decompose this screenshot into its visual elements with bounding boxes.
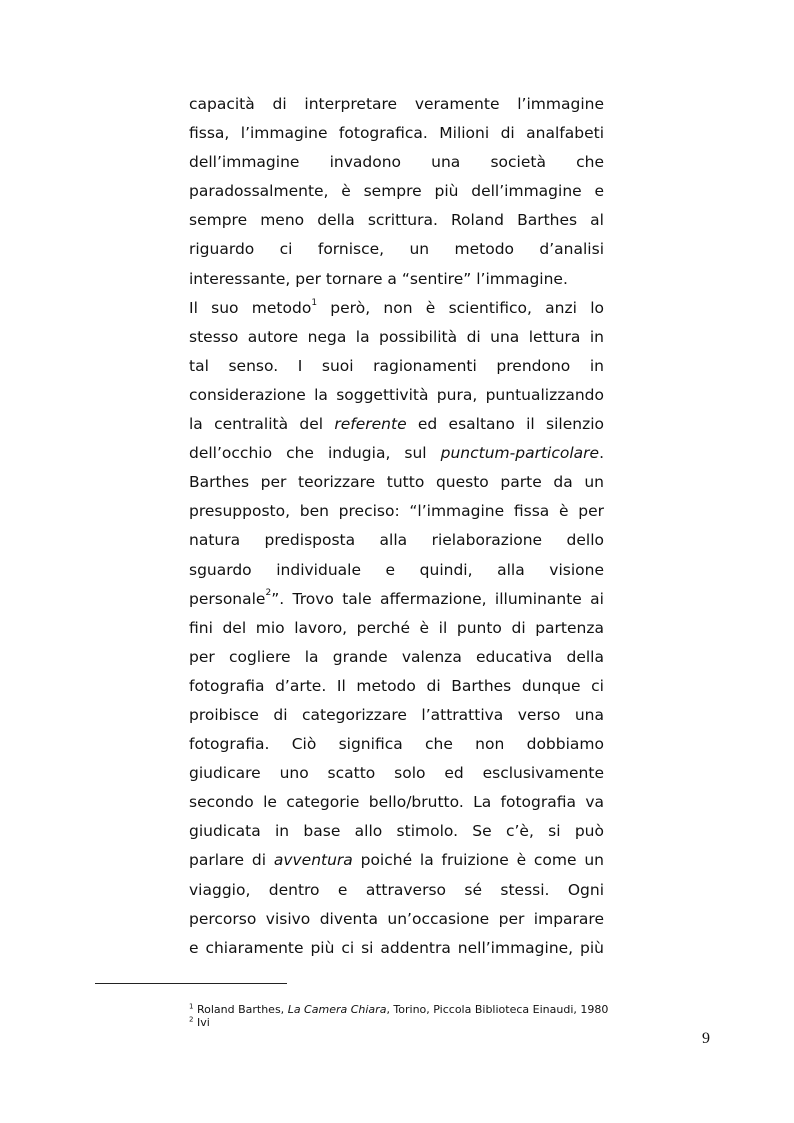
text-line-24: giudicare uno scatto solo ed esclusivamente	[189, 764, 604, 783]
text-line-22: proibisce di categorizzare l’attrattiva verso una	[189, 705, 604, 724]
footnote-1	[189, 1003, 709, 1016]
text-line-20: per cogliere la grande valenza educativa della	[189, 647, 604, 666]
text-line-3: dell’immagine invadono una società che	[189, 153, 604, 172]
text-line-25: secondo le categorie bello/brutto. La fotografia va	[189, 793, 604, 812]
footnote-separator	[95, 983, 287, 984]
text-line-7: interessante, per tornare a “sentire” l’immagine.	[189, 269, 568, 288]
footnotes	[189, 1003, 709, 1029]
text-line-13-end: .	[599, 444, 604, 463]
text-line-1: capacità di interpretare veramente l’immagine	[189, 95, 604, 113]
emphasis-avventura: avventura	[273, 851, 353, 870]
text-line-27	[189, 846, 604, 875]
text-line-8	[189, 294, 604, 323]
text-line-15: presupposto, ben preciso: “l’immagine fissa è per	[189, 502, 604, 521]
footnote-1-title: La Camera Chiara	[287, 1003, 387, 1016]
footnote-ref-2[interactable]: 2	[265, 588, 272, 599]
text-line-27-end: poiché la fruizione è come un	[352, 851, 604, 870]
text-line-30: e chiaramente più ci si addentra nell’immagine, più	[189, 938, 604, 957]
text-line-12-start: la centralità del	[189, 415, 335, 434]
text-line-4: paradossalmente, è sempre più dell’immagine e	[189, 182, 604, 201]
text-line-13-start: dell’occhio che indugia, sul	[189, 444, 441, 463]
page-number: 9	[702, 1030, 710, 1047]
text-line-29: percorso visivo diventa un’occasione per imparare	[189, 909, 604, 928]
footnote-1-end: , Torino, Piccola Biblioteca Einaudi, 1980	[386, 1003, 609, 1016]
text-line-28: viaggio, dentro e attraverso sé stessi. Ogni	[189, 880, 604, 899]
emphasis-referente: referente	[334, 415, 407, 434]
text-line-6: riguardo ci fornisce, un metodo d’analisi	[189, 240, 604, 259]
text-line-23: fotografia. Ciò significa che non dobbiamo	[189, 735, 604, 754]
text-line-5: sempre meno della scrittura. Roland Barthes al	[189, 211, 604, 230]
text-line-18-start: personale	[189, 589, 266, 608]
text-line-16: natura predisposta alla rielaborazione dello	[189, 531, 604, 550]
text-line-11: considerazione la soggettività pura, puntualizzando	[189, 385, 604, 404]
text-line-19: fini del mio lavoro, perché è il punto di partenza	[189, 618, 604, 637]
body-text	[189, 90, 604, 963]
text-line-17: sguardo individuale e quindi, alla visione	[189, 560, 604, 579]
text-line-21: fotografia d’arte. Il metodo di Barthes dunque ci	[189, 676, 604, 695]
text-line-8-start: Il suo metodo	[189, 298, 312, 317]
text-line-9: stesso autore nega la possibilità di una lettura in	[189, 327, 604, 346]
text-line-27-start: parlare di	[189, 851, 274, 870]
text-line-14: Barthes per teorizzare tutto questo parte da un	[189, 473, 604, 492]
text-line-26: giudicata in base allo stimolo. Se c’è, si può	[189, 822, 604, 841]
text-line-18	[189, 585, 604, 614]
footnote-marker-2: 2	[189, 1015, 194, 1024]
footnote-marker-1: 1	[189, 1002, 194, 1011]
footnote-2-text: Ivi	[193, 1016, 210, 1029]
footnote-1-start: Roland Barthes,	[193, 1003, 288, 1016]
text-line-13	[189, 439, 604, 468]
emphasis-punctum: punctum-particolare	[440, 444, 600, 463]
text-line-12-end: ed esaltano il silenzio	[406, 415, 604, 434]
footnote-ref-1[interactable]: 1	[311, 297, 318, 308]
text-line-8-end: però, non è scientifico, anzi lo	[317, 298, 604, 317]
text-line-12	[189, 410, 604, 439]
footnote-2	[189, 1016, 709, 1029]
text-line-10: tal senso. I suoi ragionamenti prendono in	[189, 356, 604, 375]
text-line-2: fissa, l’immagine fotografica. Milioni di analfabeti	[189, 124, 604, 143]
text-line-18-end: ”. Trovo tale affermazione, illuminante ai	[271, 589, 604, 608]
